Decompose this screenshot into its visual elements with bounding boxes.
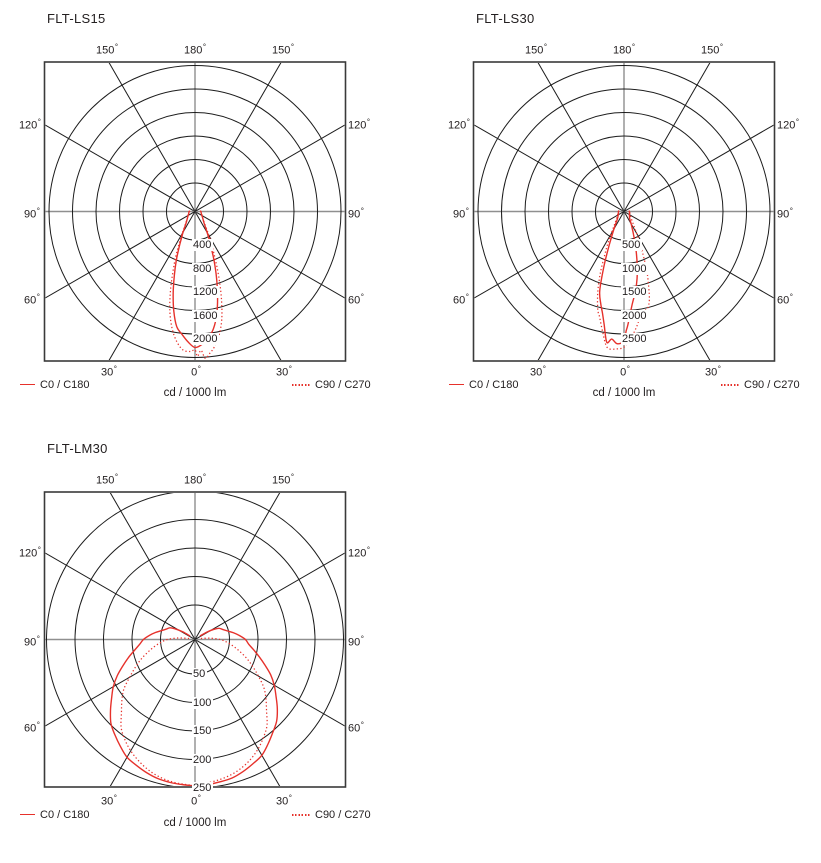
ring-label: 150	[193, 725, 212, 737]
angle-label-30-left: 30°	[101, 793, 117, 808]
ring-label: 500	[622, 239, 641, 251]
ring-label: 1500	[622, 286, 647, 298]
angle-label-120-right: 120°	[777, 117, 800, 132]
ring-label: 250	[193, 782, 212, 794]
angle-label-60-right: 60°	[348, 292, 364, 307]
ring-label: 100	[193, 696, 212, 709]
angle-label-120-left: 120°	[18, 545, 41, 560]
angle-label-180: 180°	[183, 472, 207, 487]
angle-label-0: 0°	[191, 793, 201, 808]
angle-label-60-left: 60°	[24, 720, 40, 735]
dotted-line-swatch	[292, 814, 310, 816]
legend-c0-c180	[449, 378, 519, 391]
solid-line-swatch	[20, 814, 35, 816]
legend-c0-c180	[20, 808, 90, 821]
unit-label: cd / 1000 lm	[163, 817, 227, 829]
unit-label: cd / 1000 lm	[592, 387, 656, 399]
angle-label-30-right: 30°	[705, 364, 721, 379]
ring-label: 2000	[193, 333, 218, 345]
angle-label-120-right: 120°	[348, 545, 371, 560]
angle-label-180: 180°	[612, 42, 636, 57]
ring-label: 2000	[622, 309, 647, 322]
polar-chart-flt-ls15	[0, 0, 410, 400]
legend-c90-label: C90 / C270	[744, 378, 800, 391]
angle-label-30-left: 30°	[101, 364, 117, 379]
ring-label: 1600	[193, 309, 218, 322]
angle-label-90-right: 90°	[348, 634, 364, 648]
ring-label: 2500	[622, 333, 647, 345]
angle-label-30-right: 30°	[276, 793, 292, 808]
ring-label: 50	[193, 668, 206, 680]
legend-c0-label: C0 / C180	[40, 378, 90, 391]
angle-label-60-left: 60°	[24, 292, 40, 307]
angle-label-150-right: 150°	[700, 42, 724, 57]
solid-line-swatch	[449, 384, 464, 386]
angle-label-60-right: 60°	[348, 720, 364, 735]
polar-chart-flt-lm30	[0, 430, 410, 830]
angle-label-60-left: 60°	[453, 292, 469, 307]
angle-label-30-right: 30°	[276, 364, 292, 379]
legend-c90-label: C90 / C270	[315, 808, 371, 821]
legend-c90-c270	[292, 378, 371, 391]
angle-label-0: 0°	[191, 364, 201, 379]
dotted-line-swatch	[292, 384, 310, 386]
unit-label: cd / 1000 lm	[163, 387, 227, 399]
angle-label-150-left: 150°	[95, 42, 119, 57]
angle-label-120-left: 120°	[18, 117, 41, 132]
legend-c0-label: C0 / C180	[40, 808, 90, 821]
ring-label: 800	[193, 262, 212, 275]
legend-c0-label: C0 / C180	[469, 378, 519, 391]
angle-label-60-right: 60°	[777, 292, 793, 307]
angle-label-150-right: 150°	[271, 472, 295, 487]
chart-title: FLT-LM30	[47, 441, 108, 456]
angle-label-90-left: 90°	[453, 206, 469, 220]
angle-label-90-right: 90°	[348, 206, 364, 220]
angle-label-30-left: 30°	[530, 364, 546, 379]
legend-c90-c270	[721, 378, 800, 391]
c0-c180-curve	[600, 211, 638, 344]
chart-title: FLT-LS15	[47, 11, 106, 26]
angle-label-120-right: 120°	[348, 117, 371, 132]
ring-label: 200	[193, 753, 212, 766]
legend-c90-c270	[292, 808, 371, 821]
polar-chart-flt-ls30	[429, 0, 821, 400]
ring-label: 1000	[622, 262, 647, 275]
angle-label-90-right: 90°	[777, 206, 793, 220]
angle-label-180: 180°	[183, 42, 207, 57]
angle-label-90-left: 90°	[24, 206, 40, 220]
angle-label-150-left: 150°	[95, 472, 119, 487]
angle-label-0: 0°	[620, 364, 630, 379]
chart-title: FLT-LS30	[476, 11, 535, 26]
ring-label: 400	[193, 239, 212, 251]
angle-label-90-left: 90°	[24, 634, 40, 648]
legend-c90-label: C90 / C270	[315, 378, 371, 391]
legend-c0-c180	[20, 378, 90, 391]
angle-label-120-left: 120°	[447, 117, 470, 132]
angle-label-150-left: 150°	[524, 42, 548, 57]
ring-label: 1200	[193, 286, 218, 298]
angle-label-150-right: 150°	[271, 42, 295, 57]
dotted-line-swatch	[721, 384, 739, 386]
solid-line-swatch	[20, 384, 35, 386]
